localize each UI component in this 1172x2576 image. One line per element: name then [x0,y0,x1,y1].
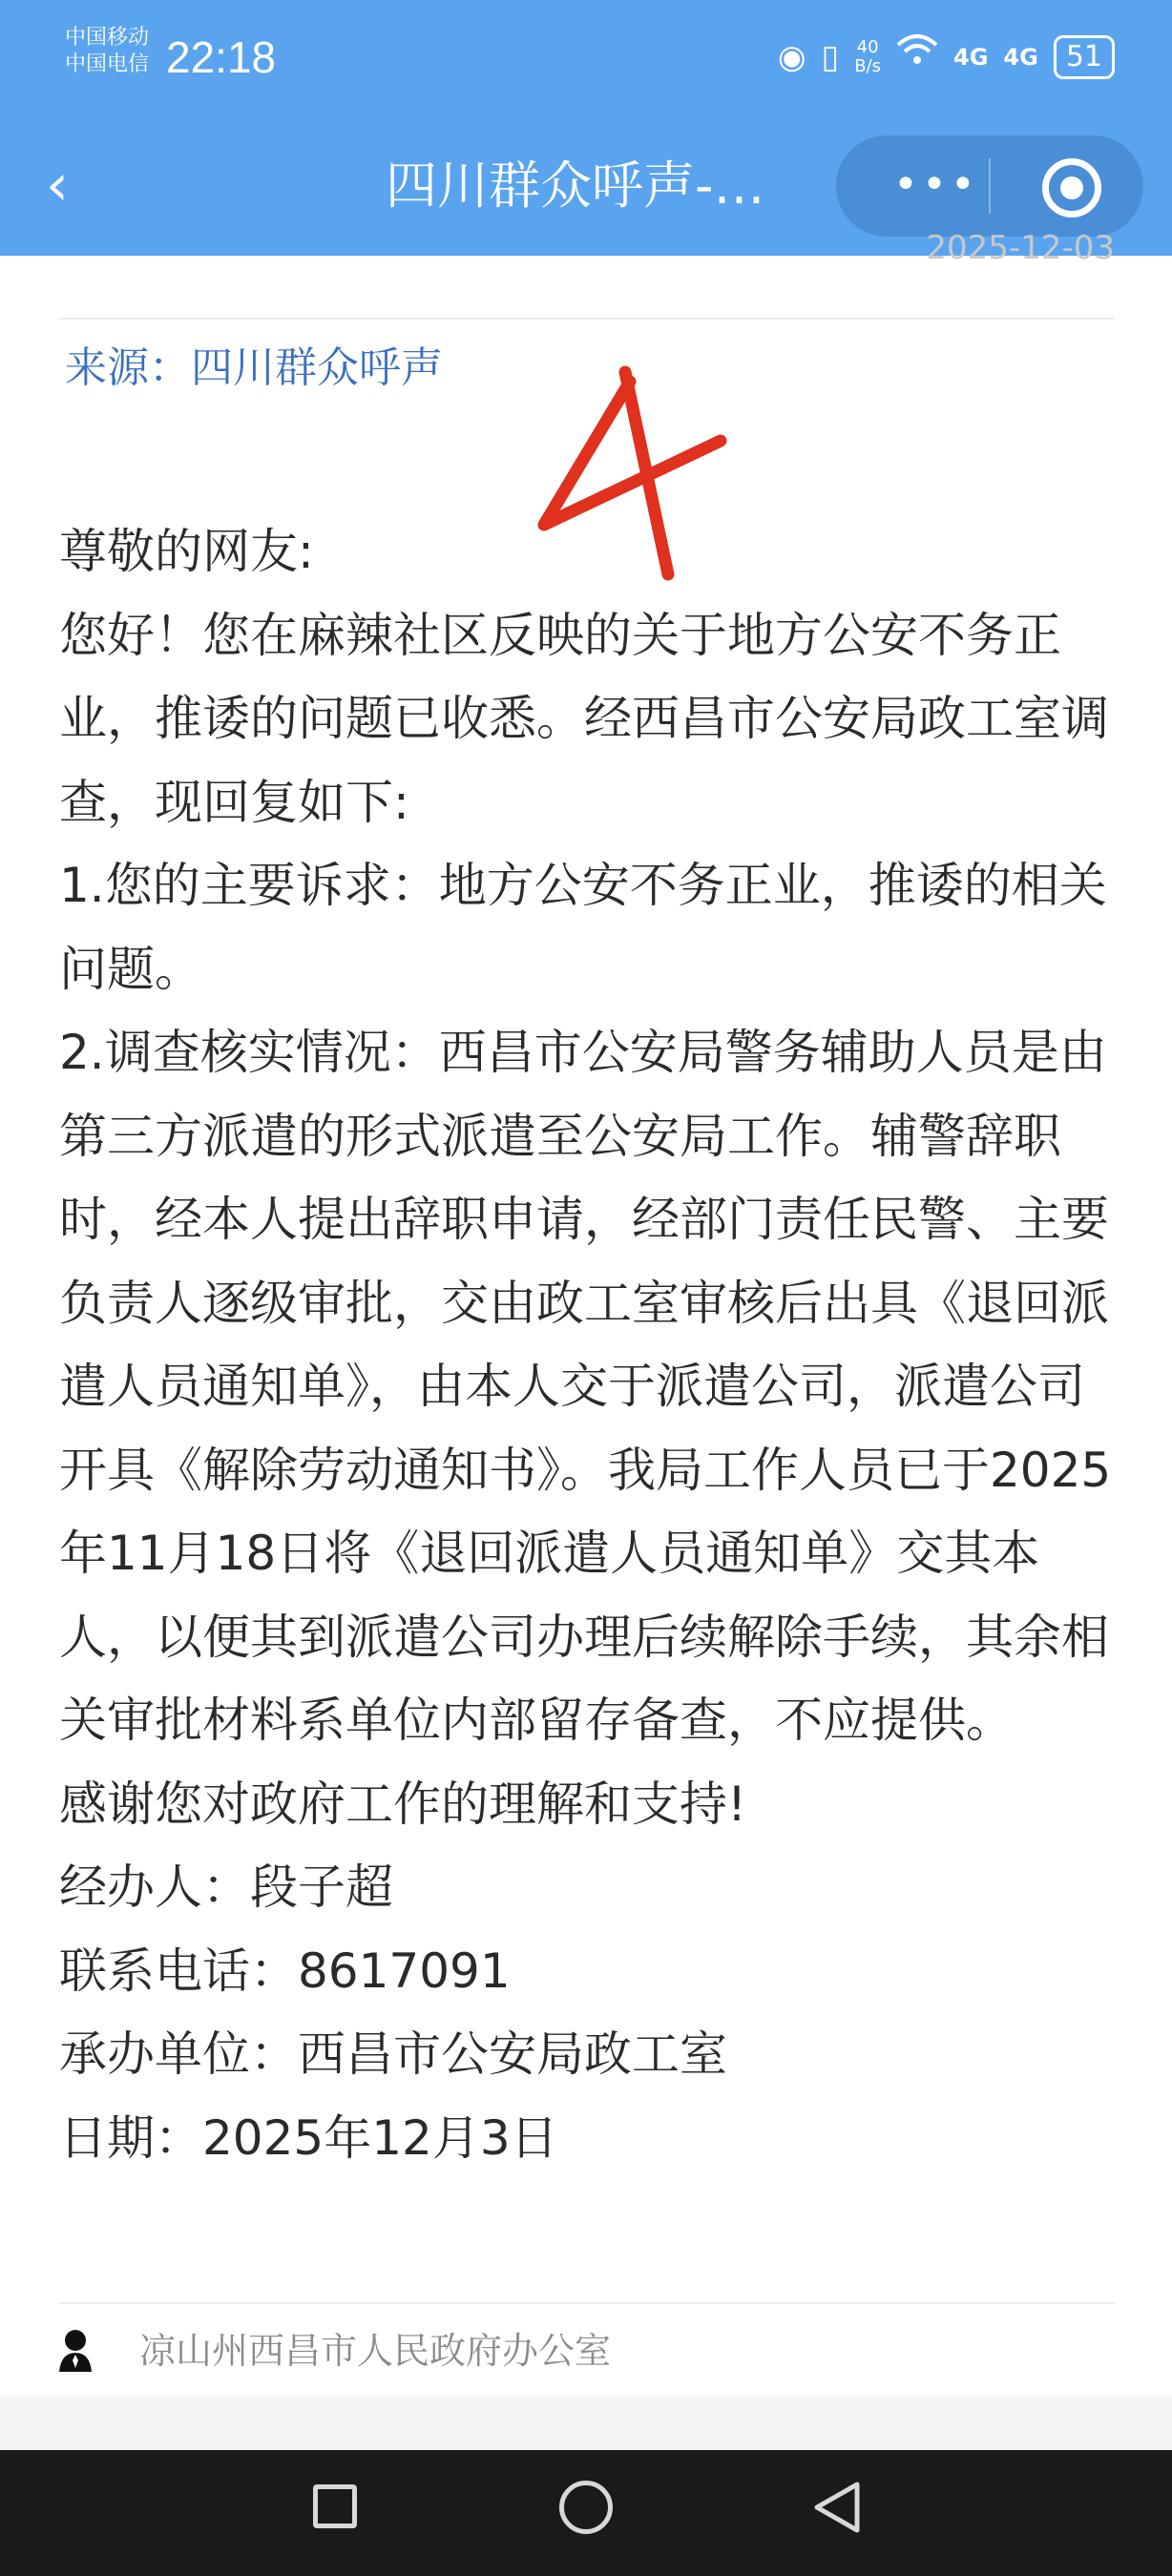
paragraph-thanks: 感谢您对政府工作的理解和支持! [59,1776,747,1832]
battery-icon: 51 [1054,35,1115,79]
recent-apps-icon[interactable] [313,2484,357,2528]
page-bottom-band [0,2397,1172,2450]
carrier-info [65,25,149,78]
mini-program-capsule [836,135,1143,237]
eye-icon: ◉ [777,38,806,76]
author-label: 凉山州西昌市人民政府办公室 [139,2330,612,2372]
paragraph-unit: 承办单位：西昌市公安局政工室 [59,2026,727,2082]
back-icon[interactable] [809,2479,863,2540]
paragraph-demand: 1.您的主要诉求：地方公安不务正业，推诿的相关问题。 [59,858,1107,997]
divider [59,318,1115,320]
paragraph-date: 日期：2025年12月3日 [59,2109,558,2166]
paragraph-intro: 您好！您在麻辣社区反映的关于地方公安不务正业，推诿的问题已收悉。经西昌市公安局政工室调查，现回复如下: [59,607,1109,830]
capsule-divider [989,158,991,214]
paragraph-phone: 联系电话：8617091 [59,1942,511,1999]
status-bar [0,0,1172,114]
paragraph-handler: 经办人：段子超 [59,1859,393,1915]
net-speed-unit: B/s [854,56,881,76]
back-button[interactable]: ‹ [46,152,69,218]
more-button[interactable]: ••• [893,160,979,209]
home-icon[interactable] [559,2481,613,2534]
net-speed [854,38,881,76]
close-target-icon[interactable] [1042,158,1101,218]
vibrate-icon: ▯ [821,38,840,76]
top-bar [0,0,1172,256]
article-body [59,510,1119,2180]
paragraph-greeting: 尊敬的网友: [59,524,314,579]
status-time: 22:18 [166,32,277,82]
system-nav-bar [0,2450,1172,2576]
page-title: 四川群众呼声-… [386,156,765,216]
carrier-2: 中国电信 [65,52,150,76]
status-icons [778,32,1115,82]
wifi-icon [896,32,938,82]
divider [59,2302,1115,2304]
signal-2-icon: 4G [1003,44,1038,71]
carrier-1: 中国移动 [65,26,150,50]
net-speed-value: 40 [856,37,879,57]
signal-1-icon: 4G [953,44,989,71]
source-link[interactable]: 来源：四川群众呼声 [65,343,443,392]
publish-date: 2025-12-03 [926,229,1115,267]
paragraph-investigation: 2.调查核实情况：西昌市公安局警务辅助人员是由第三方派遣的形式派遣至公安局工作。辅警辞职时，经本人提出辞职申请，经部门责任民警、主要负责人逐级审批，交由政工室审核后出具《退回派遣人员通知单》，由本人交于派遣公司，派遣公司开具《解除劳动通知书》。我局工作人员已于2025年11月18日将《退回派遣人员通知单》交其本人，以便其到派遣公司办理后续解除手续，其余相关审批材料系单位内部留存备查，不应提供。 [59,1025,1112,1748]
person-icon [57,2328,94,2374]
